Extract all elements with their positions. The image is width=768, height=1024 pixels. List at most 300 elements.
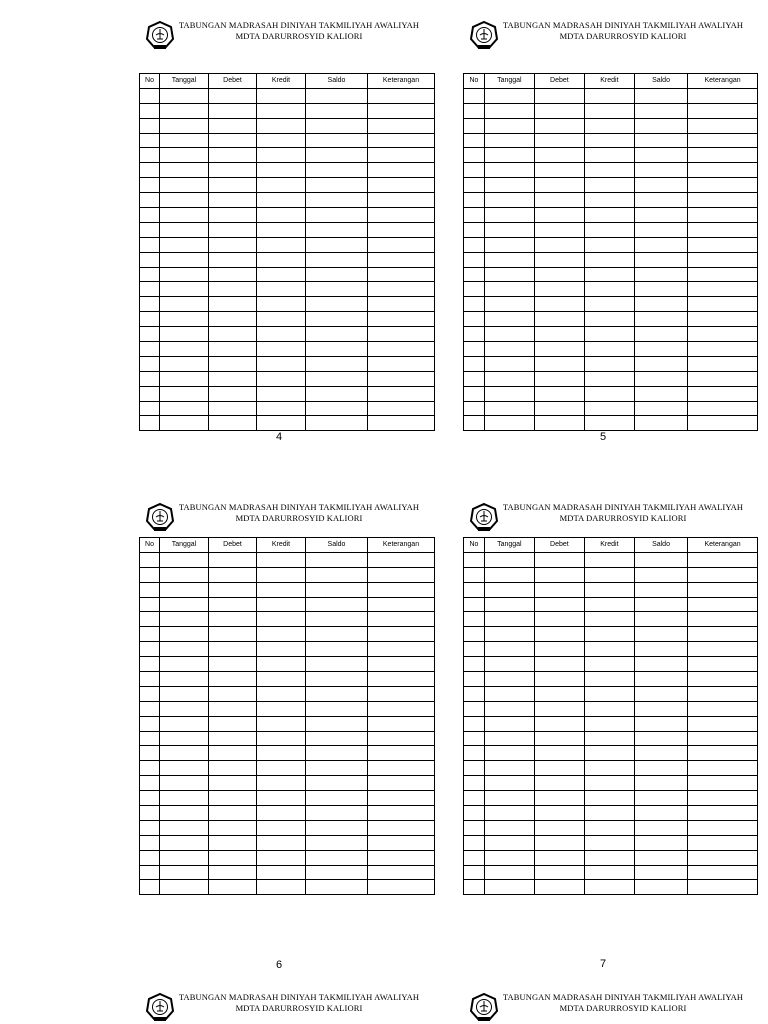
ledger-cell[interactable]: [534, 597, 584, 612]
ledger-cell[interactable]: [257, 208, 306, 223]
ledger-cell[interactable]: [688, 835, 758, 850]
ledger-cell[interactable]: [484, 716, 534, 731]
ledger-cell[interactable]: [688, 163, 758, 178]
ledger-cell[interactable]: [484, 193, 534, 208]
ledger-cell[interactable]: [484, 327, 534, 342]
ledger-cell[interactable]: [464, 597, 485, 612]
ledger-cell[interactable]: [257, 133, 306, 148]
ledger-cell[interactable]: [534, 672, 584, 687]
ledger-cell[interactable]: [634, 850, 687, 865]
ledger-cell[interactable]: [534, 252, 584, 267]
ledger-cell[interactable]: [257, 371, 306, 386]
ledger-cell[interactable]: [306, 850, 368, 865]
ledger-cell[interactable]: [688, 118, 758, 133]
ledger-cell[interactable]: [306, 282, 368, 297]
ledger-cell[interactable]: [484, 252, 534, 267]
ledger-cell[interactable]: [160, 178, 209, 193]
ledger-cell[interactable]: [688, 222, 758, 237]
ledger-cell[interactable]: [306, 342, 368, 357]
ledger-cell[interactable]: [688, 865, 758, 880]
ledger-cell[interactable]: [257, 252, 306, 267]
ledger-cell[interactable]: [688, 716, 758, 731]
ledger-cell[interactable]: [209, 835, 257, 850]
ledger-cell[interactable]: [209, 297, 257, 312]
ledger-cell[interactable]: [306, 267, 368, 282]
ledger-cell[interactable]: [584, 686, 634, 701]
ledger-cell[interactable]: [306, 657, 368, 672]
ledger-cell[interactable]: [160, 567, 209, 582]
ledger-cell[interactable]: [584, 342, 634, 357]
ledger-cell[interactable]: [140, 552, 160, 567]
ledger-cell[interactable]: [464, 148, 485, 163]
ledger-cell[interactable]: [306, 612, 368, 627]
ledger-cell[interactable]: [209, 686, 257, 701]
ledger-cell[interactable]: [484, 880, 534, 895]
ledger-cell[interactable]: [306, 371, 368, 386]
ledger-cell[interactable]: [140, 401, 160, 416]
ledger-cell[interactable]: [584, 222, 634, 237]
ledger-cell[interactable]: [534, 686, 584, 701]
ledger-cell[interactable]: [368, 297, 435, 312]
ledger-cell[interactable]: [688, 401, 758, 416]
ledger-cell[interactable]: [584, 386, 634, 401]
ledger-cell[interactable]: [140, 865, 160, 880]
ledger-cell[interactable]: [584, 716, 634, 731]
ledger-cell[interactable]: [534, 133, 584, 148]
ledger-cell[interactable]: [634, 567, 687, 582]
ledger-cell[interactable]: [257, 342, 306, 357]
ledger-cell[interactable]: [306, 880, 368, 895]
ledger-cell[interactable]: [257, 237, 306, 252]
ledger-cell[interactable]: [584, 642, 634, 657]
ledger-cell[interactable]: [634, 552, 687, 567]
ledger-cell[interactable]: [160, 835, 209, 850]
ledger-cell[interactable]: [534, 88, 584, 103]
ledger-cell[interactable]: [484, 267, 534, 282]
ledger-cell[interactable]: [140, 386, 160, 401]
ledger-cell[interactable]: [160, 746, 209, 761]
ledger-cell[interactable]: [368, 642, 435, 657]
ledger-cell[interactable]: [306, 806, 368, 821]
ledger-cell[interactable]: [257, 582, 306, 597]
ledger-cell[interactable]: [484, 386, 534, 401]
ledger-cell[interactable]: [306, 761, 368, 776]
ledger-cell[interactable]: [584, 567, 634, 582]
ledger-cell[interactable]: [160, 701, 209, 716]
ledger-cell[interactable]: [484, 612, 534, 627]
ledger-cell[interactable]: [257, 148, 306, 163]
ledger-cell[interactable]: [160, 252, 209, 267]
ledger-cell[interactable]: [368, 627, 435, 642]
ledger-cell[interactable]: [464, 356, 485, 371]
ledger-cell[interactable]: [534, 327, 584, 342]
ledger-cell[interactable]: [634, 356, 687, 371]
ledger-cell[interactable]: [160, 208, 209, 223]
ledger-cell[interactable]: [484, 776, 534, 791]
ledger-cell[interactable]: [484, 597, 534, 612]
ledger-cell[interactable]: [688, 178, 758, 193]
ledger-cell[interactable]: [209, 148, 257, 163]
ledger-cell[interactable]: [140, 850, 160, 865]
ledger-cell[interactable]: [634, 103, 687, 118]
ledger-cell[interactable]: [534, 267, 584, 282]
ledger-cell[interactable]: [688, 657, 758, 672]
ledger-cell[interactable]: [484, 237, 534, 252]
ledger-cell[interactable]: [688, 133, 758, 148]
ledger-cell[interactable]: [464, 672, 485, 687]
ledger-cell[interactable]: [584, 178, 634, 193]
ledger-cell[interactable]: [464, 327, 485, 342]
ledger-cell[interactable]: [368, 701, 435, 716]
ledger-cell[interactable]: [368, 222, 435, 237]
ledger-cell[interactable]: [464, 103, 485, 118]
ledger-cell[interactable]: [634, 371, 687, 386]
ledger-cell[interactable]: [160, 686, 209, 701]
ledger-cell[interactable]: [534, 193, 584, 208]
ledger-cell[interactable]: [257, 103, 306, 118]
ledger-cell[interactable]: [534, 657, 584, 672]
ledger-cell[interactable]: [534, 371, 584, 386]
ledger-cell[interactable]: [484, 791, 534, 806]
ledger-cell[interactable]: [534, 148, 584, 163]
ledger-cell[interactable]: [140, 716, 160, 731]
ledger-cell[interactable]: [257, 552, 306, 567]
ledger-cell[interactable]: [160, 282, 209, 297]
ledger-cell[interactable]: [634, 716, 687, 731]
ledger-cell[interactable]: [160, 806, 209, 821]
ledger-cell[interactable]: [584, 103, 634, 118]
ledger-cell[interactable]: [534, 297, 584, 312]
ledger-cell[interactable]: [634, 178, 687, 193]
ledger-cell[interactable]: [634, 806, 687, 821]
ledger-cell[interactable]: [306, 133, 368, 148]
ledger-cell[interactable]: [464, 88, 485, 103]
ledger-cell[interactable]: [584, 163, 634, 178]
ledger-cell[interactable]: [534, 582, 584, 597]
ledger-cell[interactable]: [484, 163, 534, 178]
ledger-cell[interactable]: [306, 327, 368, 342]
ledger-cell[interactable]: [160, 267, 209, 282]
ledger-cell[interactable]: [160, 416, 209, 431]
ledger-cell[interactable]: [160, 118, 209, 133]
ledger-cell[interactable]: [634, 118, 687, 133]
ledger-cell[interactable]: [584, 776, 634, 791]
ledger-cell[interactable]: [464, 627, 485, 642]
ledger-cell[interactable]: [257, 835, 306, 850]
ledger-cell[interactable]: [140, 612, 160, 627]
ledger-cell[interactable]: [209, 356, 257, 371]
ledger-cell[interactable]: [534, 416, 584, 431]
ledger-cell[interactable]: [464, 820, 485, 835]
ledger-cell[interactable]: [484, 820, 534, 835]
ledger-cell[interactable]: [584, 731, 634, 746]
ledger-cell[interactable]: [584, 597, 634, 612]
ledger-cell[interactable]: [257, 163, 306, 178]
ledger-cell[interactable]: [140, 642, 160, 657]
ledger-cell[interactable]: [464, 252, 485, 267]
ledger-cell[interactable]: [140, 282, 160, 297]
ledger-cell[interactable]: [160, 761, 209, 776]
ledger-cell[interactable]: [160, 642, 209, 657]
ledger-cell[interactable]: [209, 865, 257, 880]
ledger-cell[interactable]: [368, 342, 435, 357]
ledger-cell[interactable]: [257, 401, 306, 416]
ledger-cell[interactable]: [484, 850, 534, 865]
ledger-cell[interactable]: [368, 327, 435, 342]
ledger-cell[interactable]: [484, 686, 534, 701]
ledger-cell[interactable]: [534, 880, 584, 895]
ledger-cell[interactable]: [484, 222, 534, 237]
ledger-cell[interactable]: [140, 627, 160, 642]
ledger-cell[interactable]: [688, 880, 758, 895]
ledger-cell[interactable]: [160, 163, 209, 178]
ledger-cell[interactable]: [368, 193, 435, 208]
ledger-cell[interactable]: [140, 761, 160, 776]
ledger-cell[interactable]: [464, 133, 485, 148]
ledger-cell[interactable]: [634, 133, 687, 148]
ledger-cell[interactable]: [306, 701, 368, 716]
ledger-cell[interactable]: [484, 806, 534, 821]
ledger-cell[interactable]: [688, 312, 758, 327]
ledger-cell[interactable]: [688, 776, 758, 791]
ledger-cell[interactable]: [257, 416, 306, 431]
ledger-cell[interactable]: [257, 642, 306, 657]
ledger-cell[interactable]: [464, 865, 485, 880]
ledger-cell[interactable]: [464, 118, 485, 133]
ledger-cell[interactable]: [209, 282, 257, 297]
ledger-cell[interactable]: [209, 416, 257, 431]
ledger-cell[interactable]: [209, 701, 257, 716]
ledger-cell[interactable]: [140, 371, 160, 386]
ledger-cell[interactable]: [584, 850, 634, 865]
ledger-cell[interactable]: [160, 371, 209, 386]
ledger-cell[interactable]: [368, 237, 435, 252]
ledger-cell[interactable]: [209, 567, 257, 582]
ledger-cell[interactable]: [584, 701, 634, 716]
ledger-cell[interactable]: [368, 267, 435, 282]
ledger-cell[interactable]: [306, 222, 368, 237]
ledger-cell[interactable]: [688, 672, 758, 687]
ledger-cell[interactable]: [209, 312, 257, 327]
ledger-cell[interactable]: [209, 401, 257, 416]
ledger-cell[interactable]: [368, 148, 435, 163]
ledger-cell[interactable]: [484, 865, 534, 880]
ledger-cell[interactable]: [368, 552, 435, 567]
ledger-cell[interactable]: [484, 567, 534, 582]
ledger-cell[interactable]: [306, 163, 368, 178]
ledger-cell[interactable]: [257, 731, 306, 746]
ledger-cell[interactable]: [634, 193, 687, 208]
ledger-cell[interactable]: [306, 208, 368, 223]
ledger-cell[interactable]: [140, 582, 160, 597]
ledger-cell[interactable]: [368, 657, 435, 672]
ledger-cell[interactable]: [464, 163, 485, 178]
ledger-cell[interactable]: [484, 582, 534, 597]
ledger-cell[interactable]: [257, 657, 306, 672]
ledger-cell[interactable]: [634, 312, 687, 327]
ledger-cell[interactable]: [464, 178, 485, 193]
ledger-cell[interactable]: [484, 356, 534, 371]
ledger-cell[interactable]: [257, 327, 306, 342]
ledger-cell[interactable]: [257, 686, 306, 701]
ledger-cell[interactable]: [584, 791, 634, 806]
ledger-cell[interactable]: [160, 612, 209, 627]
ledger-cell[interactable]: [584, 761, 634, 776]
ledger-cell[interactable]: [140, 342, 160, 357]
ledger-cell[interactable]: [160, 342, 209, 357]
ledger-cell[interactable]: [484, 297, 534, 312]
ledger-cell[interactable]: [688, 252, 758, 267]
ledger-cell[interactable]: [464, 612, 485, 627]
ledger-cell[interactable]: [140, 701, 160, 716]
ledger-cell[interactable]: [534, 342, 584, 357]
ledger-cell[interactable]: [306, 401, 368, 416]
ledger-cell[interactable]: [634, 208, 687, 223]
ledger-cell[interactable]: [209, 267, 257, 282]
ledger-cell[interactable]: [534, 612, 584, 627]
ledger-cell[interactable]: [584, 312, 634, 327]
ledger-cell[interactable]: [160, 297, 209, 312]
ledger-cell[interactable]: [484, 552, 534, 567]
ledger-cell[interactable]: [464, 791, 485, 806]
ledger-cell[interactable]: [140, 416, 160, 431]
ledger-cell[interactable]: [534, 761, 584, 776]
ledger-cell[interactable]: [534, 701, 584, 716]
ledger-cell[interactable]: [584, 133, 634, 148]
ledger-cell[interactable]: [306, 148, 368, 163]
ledger-cell[interactable]: [257, 386, 306, 401]
ledger-cell[interactable]: [464, 731, 485, 746]
ledger-cell[interactable]: [368, 880, 435, 895]
ledger-cell[interactable]: [257, 282, 306, 297]
ledger-cell[interactable]: [534, 356, 584, 371]
ledger-cell[interactable]: [688, 416, 758, 431]
ledger-cell[interactable]: [464, 746, 485, 761]
ledger-cell[interactable]: [464, 282, 485, 297]
ledger-cell[interactable]: [464, 850, 485, 865]
ledger-cell[interactable]: [209, 133, 257, 148]
ledger-cell[interactable]: [306, 597, 368, 612]
ledger-cell[interactable]: [160, 731, 209, 746]
ledger-cell[interactable]: [634, 237, 687, 252]
ledger-cell[interactable]: [534, 746, 584, 761]
ledger-cell[interactable]: [484, 701, 534, 716]
ledger-cell[interactable]: [368, 672, 435, 687]
ledger-cell[interactable]: [257, 88, 306, 103]
ledger-cell[interactable]: [634, 252, 687, 267]
ledger-cell[interactable]: [484, 208, 534, 223]
ledger-cell[interactable]: [484, 312, 534, 327]
ledger-cell[interactable]: [140, 776, 160, 791]
ledger-cell[interactable]: [584, 627, 634, 642]
ledger-cell[interactable]: [160, 356, 209, 371]
ledger-cell[interactable]: [368, 865, 435, 880]
ledger-cell[interactable]: [140, 672, 160, 687]
ledger-cell[interactable]: [306, 791, 368, 806]
ledger-cell[interactable]: [484, 761, 534, 776]
ledger-cell[interactable]: [368, 820, 435, 835]
ledger-cell[interactable]: [584, 416, 634, 431]
ledger-cell[interactable]: [634, 642, 687, 657]
ledger-cell[interactable]: [368, 178, 435, 193]
ledger-cell[interactable]: [584, 327, 634, 342]
ledger-cell[interactable]: [634, 327, 687, 342]
ledger-cell[interactable]: [160, 401, 209, 416]
ledger-cell[interactable]: [484, 627, 534, 642]
ledger-cell[interactable]: [306, 103, 368, 118]
ledger-cell[interactable]: [160, 820, 209, 835]
ledger-cell[interactable]: [484, 731, 534, 746]
ledger-cell[interactable]: [688, 193, 758, 208]
ledger-cell[interactable]: [306, 582, 368, 597]
ledger-cell[interactable]: [534, 791, 584, 806]
ledger-cell[interactable]: [634, 746, 687, 761]
ledger-cell[interactable]: [368, 282, 435, 297]
ledger-cell[interactable]: [257, 716, 306, 731]
ledger-cell[interactable]: [140, 327, 160, 342]
ledger-cell[interactable]: [140, 297, 160, 312]
ledger-cell[interactable]: [534, 731, 584, 746]
ledger-cell[interactable]: [140, 148, 160, 163]
ledger-cell[interactable]: [160, 103, 209, 118]
ledger-cell[interactable]: [160, 597, 209, 612]
ledger-cell[interactable]: [140, 267, 160, 282]
ledger-cell[interactable]: [634, 222, 687, 237]
ledger-cell[interactable]: [368, 835, 435, 850]
ledger-cell[interactable]: [368, 746, 435, 761]
ledger-cell[interactable]: [368, 731, 435, 746]
ledger-cell[interactable]: [306, 178, 368, 193]
ledger-cell[interactable]: [209, 208, 257, 223]
ledger-cell[interactable]: [257, 597, 306, 612]
ledger-cell[interactable]: [634, 163, 687, 178]
ledger-cell[interactable]: [464, 776, 485, 791]
ledger-cell[interactable]: [306, 252, 368, 267]
ledger-cell[interactable]: [306, 835, 368, 850]
ledger-cell[interactable]: [688, 567, 758, 582]
ledger-cell[interactable]: [209, 791, 257, 806]
ledger-cell[interactable]: [140, 880, 160, 895]
ledger-cell[interactable]: [484, 103, 534, 118]
ledger-cell[interactable]: [306, 686, 368, 701]
ledger-cell[interactable]: [484, 342, 534, 357]
ledger-cell[interactable]: [534, 835, 584, 850]
ledger-cell[interactable]: [634, 401, 687, 416]
ledger-cell[interactable]: [160, 850, 209, 865]
ledger-cell[interactable]: [688, 103, 758, 118]
ledger-cell[interactable]: [534, 386, 584, 401]
ledger-cell[interactable]: [484, 835, 534, 850]
ledger-cell[interactable]: [257, 612, 306, 627]
ledger-cell[interactable]: [257, 178, 306, 193]
ledger-cell[interactable]: [306, 776, 368, 791]
ledger-cell[interactable]: [306, 627, 368, 642]
ledger-cell[interactable]: [688, 627, 758, 642]
ledger-cell[interactable]: [584, 880, 634, 895]
ledger-cell[interactable]: [209, 582, 257, 597]
ledger-cell[interactable]: [257, 222, 306, 237]
ledger-cell[interactable]: [306, 820, 368, 835]
ledger-cell[interactable]: [257, 806, 306, 821]
ledger-cell[interactable]: [634, 597, 687, 612]
ledger-cell[interactable]: [257, 746, 306, 761]
ledger-cell[interactable]: [634, 672, 687, 687]
ledger-cell[interactable]: [688, 148, 758, 163]
ledger-cell[interactable]: [584, 282, 634, 297]
ledger-cell[interactable]: [484, 672, 534, 687]
ledger-cell[interactable]: [584, 552, 634, 567]
ledger-cell[interactable]: [209, 716, 257, 731]
